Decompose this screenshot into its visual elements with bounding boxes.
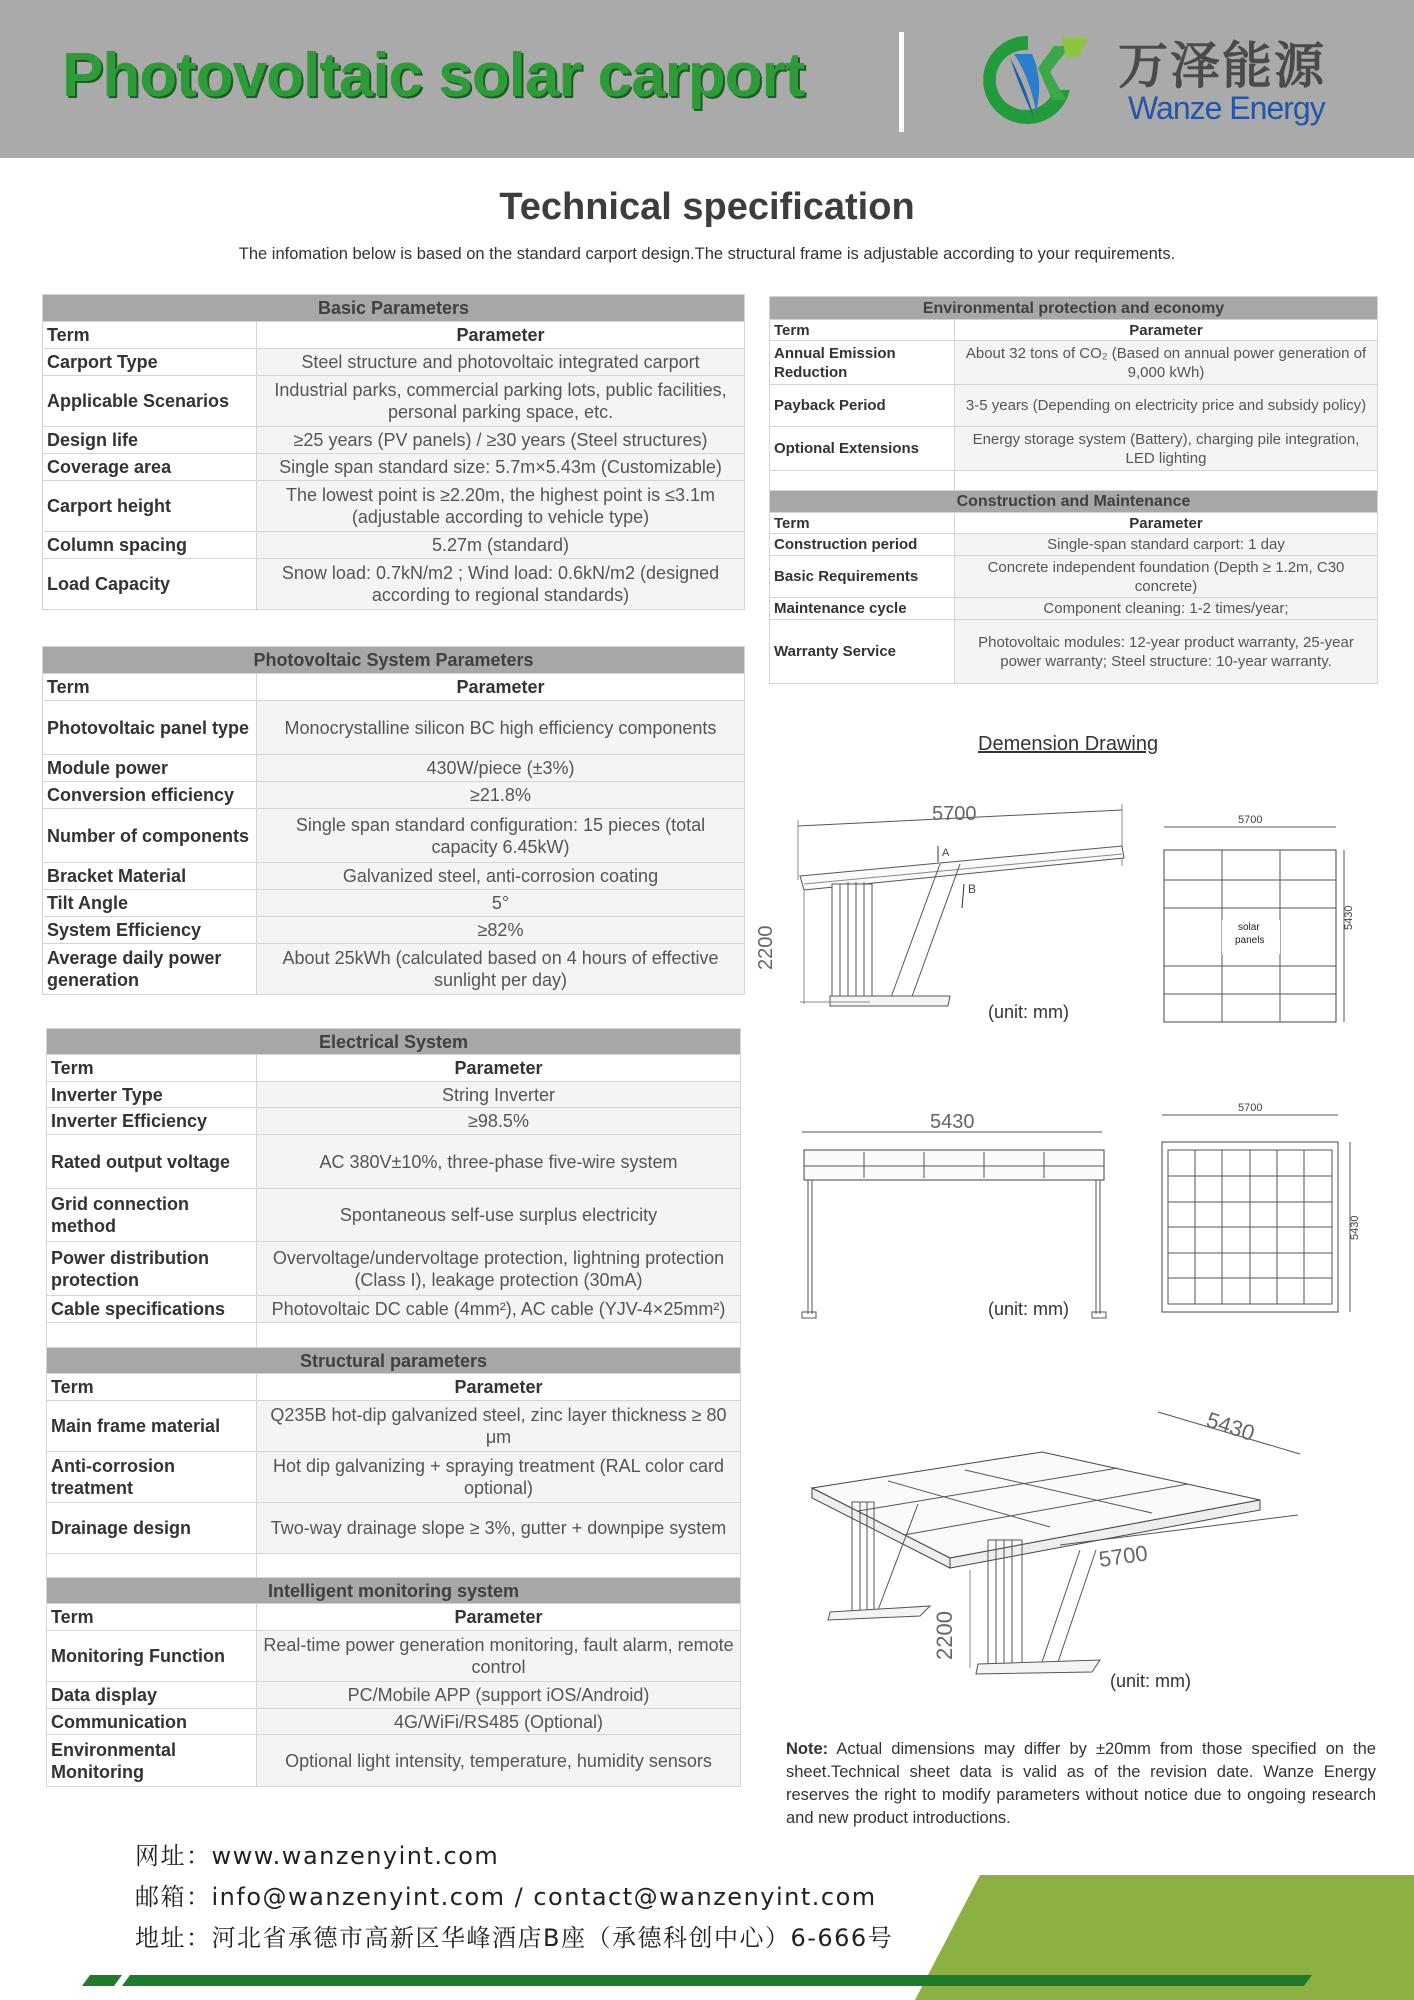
term-header: Term (770, 320, 955, 341)
contact-email[interactable]: 邮箱：info@wanzenyint.com / contact@wanzenyint.com (135, 1883, 877, 1911)
table-row (770, 534, 1378, 556)
row-term: Anti-corrosion treatment (47, 1452, 257, 1503)
brand-name-english: Wanze Energy (1128, 90, 1325, 126)
term-header: Term (47, 1604, 257, 1631)
table-row (43, 481, 745, 532)
table-row (770, 620, 1378, 684)
row-parameter: Spontaneous self-use surplus electricity (257, 1189, 741, 1242)
row-term: Power distribution protection (47, 1242, 257, 1296)
table-row (47, 1296, 741, 1323)
table-row (47, 1631, 741, 1682)
row-term: Data display (47, 1682, 257, 1709)
section-title: Intelligent monitoring system (47, 1578, 741, 1604)
table-row (47, 1503, 741, 1554)
dim-label: 5700 (932, 803, 977, 825)
row-parameter: 5° (257, 890, 745, 917)
company-logo-icon (966, 28, 1096, 128)
solar-panels-label: solar (1238, 922, 1260, 933)
row-parameter: Two-way drainage slope ≥ 3%, gutter + downpipe system (257, 1503, 741, 1554)
row-term: Monitoring Function (47, 1631, 257, 1682)
side-view-drawing (755, 803, 1124, 1022)
row-parameter: Q235B hot-dip galvanized steel, zinc layer thickness ≥ 80 μm (257, 1401, 741, 1452)
table-row (43, 454, 745, 481)
document-intro: The infomation below is based on the standard carport design.The structural frame is adjustable according to your requirements. (238, 245, 1176, 263)
row-term: Conversion efficiency (43, 782, 257, 809)
parameter-header: Parameter (257, 1604, 741, 1631)
contact-address: 地址：河北省承德市高新区华峰酒店B座（承德科创中心）6-666号 (135, 1924, 894, 1952)
row-parameter: About 25kWh (calculated based on 4 hours of effective sunlight per day) (257, 944, 745, 995)
row-parameter: AC 380V±10%, three-phase five-wire system (257, 1135, 741, 1189)
row-term: Optional Extensions (770, 427, 955, 471)
section-title: Electrical System (47, 1029, 741, 1055)
row-parameter: Industrial parks, commercial parking lots, public facilities, personal parking space, etc. (257, 376, 745, 427)
table-row (770, 556, 1378, 598)
unit-label: (unit: mm) (988, 1299, 1069, 1319)
parameter-header: Parameter (257, 674, 745, 701)
row-term: Rated output voltage (47, 1135, 257, 1189)
unit-label: (unit: mm) (988, 1002, 1069, 1022)
table-row (43, 917, 745, 944)
row-term: Main frame material (47, 1401, 257, 1452)
disclaimer-note (786, 1738, 1376, 1830)
row-term: Number of components (43, 809, 257, 863)
table-row (47, 1108, 741, 1135)
row-parameter: Real-time power generation monitoring, fault alarm, remote control (257, 1631, 741, 1682)
table-row (47, 1452, 741, 1503)
table-row (47, 1189, 741, 1242)
row-term: Column spacing (43, 532, 257, 559)
dim-label: 2200 (755, 925, 777, 970)
front-view-drawing (802, 1111, 1106, 1319)
environment-construction-table (769, 296, 1378, 684)
table-row (47, 1401, 741, 1452)
dim-label: 5430 (1343, 905, 1355, 930)
table-row (43, 349, 745, 376)
row-term: Load Capacity (43, 559, 257, 610)
pv-system-table (42, 646, 745, 995)
note-text: Actual dimensions may differ by ±20mm from those specified on the sheet.Technical sheet data is valid as of the revision date. Wanze Energy reserves the right to modify parameters without notice due to ongoing research and new product introductions. (786, 1740, 1376, 1827)
row-parameter: Optional light intensity, temperature, humidity sensors (257, 1735, 741, 1787)
dimension-drawings (755, 780, 1390, 1710)
dim-label: 5430 (1203, 1406, 1258, 1446)
row-parameter: About 32 tons of CO₂ (Based on annual power generation of 9,000 kWh) (955, 341, 1378, 385)
term-header: Term (770, 513, 955, 534)
row-parameter: Concrete independent foundation (Depth ≥ 1.2m, C30 concrete) (955, 556, 1378, 598)
row-term: Construction period (770, 534, 955, 556)
label-a: A (942, 847, 950, 859)
row-parameter: ≥82% (257, 917, 745, 944)
parameter-header: Parameter (257, 322, 745, 349)
row-term: Design life (43, 427, 257, 454)
top-view-drawing-2 (1162, 1102, 1361, 1312)
row-parameter: Snow load: 0.7kN/m2 ; Wind load: 0.6kN/m2 (designed according to regional standards) (257, 559, 745, 610)
row-term: Communication (47, 1709, 257, 1735)
row-parameter: Steel structure and photovoltaic integrated carport (257, 349, 745, 376)
table-row (770, 385, 1378, 427)
table-row (43, 890, 745, 917)
table-row (43, 809, 745, 863)
row-term: Carport height (43, 481, 257, 532)
table-row (43, 532, 745, 559)
row-term: Coverage area (43, 454, 257, 481)
table-row (43, 376, 745, 427)
term-header: Term (43, 674, 257, 701)
row-parameter: Monocrystalline silicon BC high efficiency components (257, 701, 745, 755)
header-divider (899, 32, 904, 132)
row-term: Maintenance cycle (770, 598, 955, 620)
row-parameter: Photovoltaic DC cable (4mm²), AC cable (YJV-4×25mm²) (257, 1296, 741, 1323)
table-row (47, 1135, 741, 1189)
section-title: Structural parameters (47, 1348, 741, 1374)
row-term: Environmental Monitoring (47, 1735, 257, 1787)
table-row (770, 427, 1378, 471)
parameter-header: Parameter (257, 1055, 741, 1082)
row-parameter: Photovoltaic modules: 12-year product warranty, 25-year power warranty; Steel structure: 10-year warranty. (955, 620, 1378, 684)
term-header: Term (47, 1055, 257, 1082)
table-row (43, 944, 745, 995)
row-parameter: Single-span standard carport: 1 day (955, 534, 1378, 556)
row-term: Drainage design (47, 1503, 257, 1554)
dim-label: 5700 (1238, 1102, 1263, 1114)
row-parameter: ≥25 years (PV panels) / ≥30 years (Steel structures) (257, 427, 745, 454)
row-parameter: PC/Mobile APP (support iOS/Android) (257, 1682, 741, 1709)
drawing-title: Demension Drawing (978, 733, 1159, 755)
row-parameter: Single span standard configuration: 15 pieces (total capacity 6.45kW) (257, 809, 745, 863)
brand-name-chinese: 万泽能源 (1118, 37, 1326, 95)
note-label: Note: (786, 1740, 829, 1758)
row-term: Tilt Angle (43, 890, 257, 917)
row-parameter: Single span standard size: 5.7m×5.43m (Customizable) (257, 454, 745, 481)
main-title: Photovoltaic solar carport (62, 41, 805, 110)
row-term: Grid connection method (47, 1189, 257, 1242)
parameter-header: Parameter (955, 513, 1378, 534)
table-row (43, 755, 745, 782)
row-parameter: Energy storage system (Battery), charging pile integration, LED lighting (955, 427, 1378, 471)
table-row (43, 701, 745, 755)
table-row (770, 598, 1378, 620)
row-parameter: Component cleaning: 1-2 times/year; (955, 598, 1378, 620)
contact-website[interactable]: 网址：www.wanzenyint.com (135, 1842, 500, 1870)
unit-label: (unit: mm) (1110, 1671, 1191, 1691)
row-term: Photovoltaic panel type (43, 701, 257, 755)
row-parameter: 5.27m (standard) (257, 532, 745, 559)
table-row (43, 863, 745, 890)
row-term: Inverter Efficiency (47, 1108, 257, 1135)
row-term: Payback Period (770, 385, 955, 427)
table-row (43, 559, 745, 610)
row-parameter: Overvoltage/undervoltage protection, lightning protection (Class I), leakage protection (30mA) (257, 1242, 741, 1296)
electrical-structural-monitoring-table (46, 1028, 741, 1787)
term-header: Term (43, 322, 257, 349)
row-term: Module power (43, 755, 257, 782)
perspective-view-drawing (812, 1407, 1300, 1691)
top-view-drawing-1 (1164, 814, 1355, 1022)
row-term: Basic Requirements (770, 556, 955, 598)
dim-label: 2200 (932, 1611, 957, 1660)
row-parameter: ≥98.5% (257, 1108, 741, 1135)
section-title: Photovoltaic System Parameters (43, 647, 745, 674)
dim-label: 5430 (1349, 1215, 1361, 1240)
table-row (47, 1082, 741, 1108)
row-parameter: ≥21.8% (257, 782, 745, 809)
row-parameter: The lowest point is ≥2.20m, the highest point is ≤3.1m (adjustable according to vehicle type) (257, 481, 745, 532)
section-title: Construction and Maintenance (770, 491, 1378, 513)
row-parameter: Hot dip galvanizing + spraying treatment (RAL color card optional) (257, 1452, 741, 1503)
document-title: Technical specification (499, 186, 915, 228)
row-term: Inverter Type (47, 1082, 257, 1108)
table-row (43, 782, 745, 809)
parameter-header: Parameter (955, 320, 1378, 341)
label-b: B (968, 882, 977, 896)
dim-label: 5700 (1097, 1540, 1150, 1572)
table-row (47, 1735, 741, 1787)
row-term: Annual Emission Reduction (770, 341, 955, 385)
row-term: Bracket Material (43, 863, 257, 890)
table-row (47, 1709, 741, 1735)
row-term: Applicable Scenarios (43, 376, 257, 427)
basic-parameters-table (42, 294, 745, 610)
dim-label: 5430 (930, 1111, 975, 1133)
row-term: Average daily power generation (43, 944, 257, 995)
header-banner (0, 0, 1414, 158)
table-row (47, 1682, 741, 1709)
row-parameter: 3-5 years (Depending on electricity price and subsidy policy) (955, 385, 1378, 427)
row-parameter: Galvanized steel, anti-corrosion coating (257, 863, 745, 890)
row-parameter: String Inverter (257, 1082, 741, 1108)
row-parameter: 430W/piece (±3%) (257, 755, 745, 782)
row-term: Cable specifications (47, 1296, 257, 1323)
row-parameter: 4G/WiFi/RS485 (Optional) (257, 1709, 741, 1735)
row-term: System Efficiency (43, 917, 257, 944)
dim-label: 5700 (1238, 814, 1263, 826)
table-row (43, 427, 745, 454)
term-header: Term (47, 1374, 257, 1401)
table-row (47, 1242, 741, 1296)
table-row (770, 341, 1378, 385)
section-title: Basic Parameters (43, 295, 745, 322)
row-term: Carport Type (43, 349, 257, 376)
parameter-header: Parameter (257, 1374, 741, 1401)
section-title: Environmental protection and economy (770, 297, 1378, 320)
row-term: Warranty Service (770, 620, 955, 684)
solar-panels-label: panels (1235, 935, 1265, 946)
